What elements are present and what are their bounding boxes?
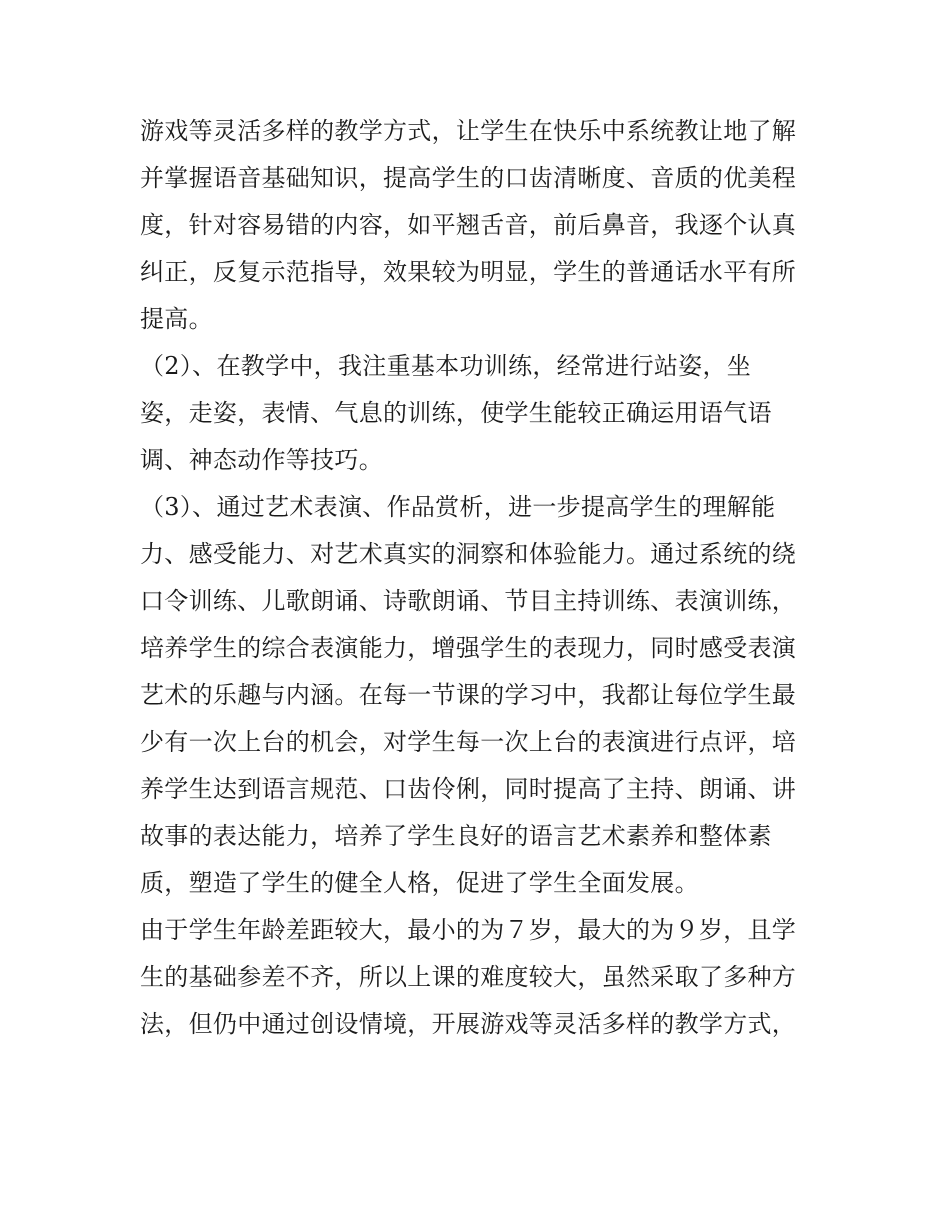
- text-line: 提高。: [140, 305, 213, 333]
- text-line: 质，塑造了学生的健全人格，促进了学生全面发展。: [140, 869, 699, 897]
- text-line: 生的基础参差不齐，所以上课的难度较大，虽然采取了多种方: [140, 963, 797, 991]
- text-line: 姿，走姿，表情、气息的训练，使学生能较正确运用语气语: [140, 399, 772, 427]
- text-line: （3）、通过艺术表演、作品赏析，进一步提高学生的理解能: [140, 493, 776, 521]
- text-line: 纠正，反复示范指导，效果较为明显，学生的普通话水平有所: [140, 258, 797, 286]
- text-line: 少有一次上台的机会，对学生每一次上台的表演进行点评，培: [140, 728, 797, 756]
- text-line: 艺术的乐趣与内涵。在每一节课的学习中，我都让每位学生最: [140, 681, 797, 709]
- text-line: 力、感受能力、对艺术真实的洞察和体验能力。通过系统的绕: [140, 540, 797, 568]
- text-line: 度，针对容易错的内容，如平翘舌音，前后鼻音，我逐个认真: [140, 211, 797, 239]
- text-line: 调、神态动作等技巧。: [140, 446, 383, 474]
- text-line: 口令训练、儿歌朗诵、诗歌朗诵、节目主持训练、表演训练，: [140, 587, 797, 615]
- text-line: 并掌握语音基础知识，提高学生的口齿清晰度、音质的优美程: [140, 164, 797, 192]
- text-line: （2）、在教学中，我注重基本功训练，经常进行站姿，坐: [140, 352, 752, 380]
- document-body: [140, 108, 820, 1048]
- text-line: 法，但仍中通过创设情境，开展游戏等灵活多样的教学方式，: [140, 1010, 797, 1038]
- text-line: 培养学生的综合表演能力，增强学生的表现力，同时感受表演: [140, 634, 797, 662]
- text-line: 故事的表达能力，培养了学生良好的语言艺术素养和整体素: [140, 822, 772, 850]
- text-line: 游戏等灵活多样的教学方式，让学生在快乐中系统教让地了解: [140, 117, 797, 145]
- text-line: 养学生达到语言规范、口齿伶俐，同时提高了主持、朗诵、讲: [140, 775, 797, 803]
- text-line: 由于学生年龄差距较大，最小的为７岁，最大的为９岁，且学: [140, 916, 797, 944]
